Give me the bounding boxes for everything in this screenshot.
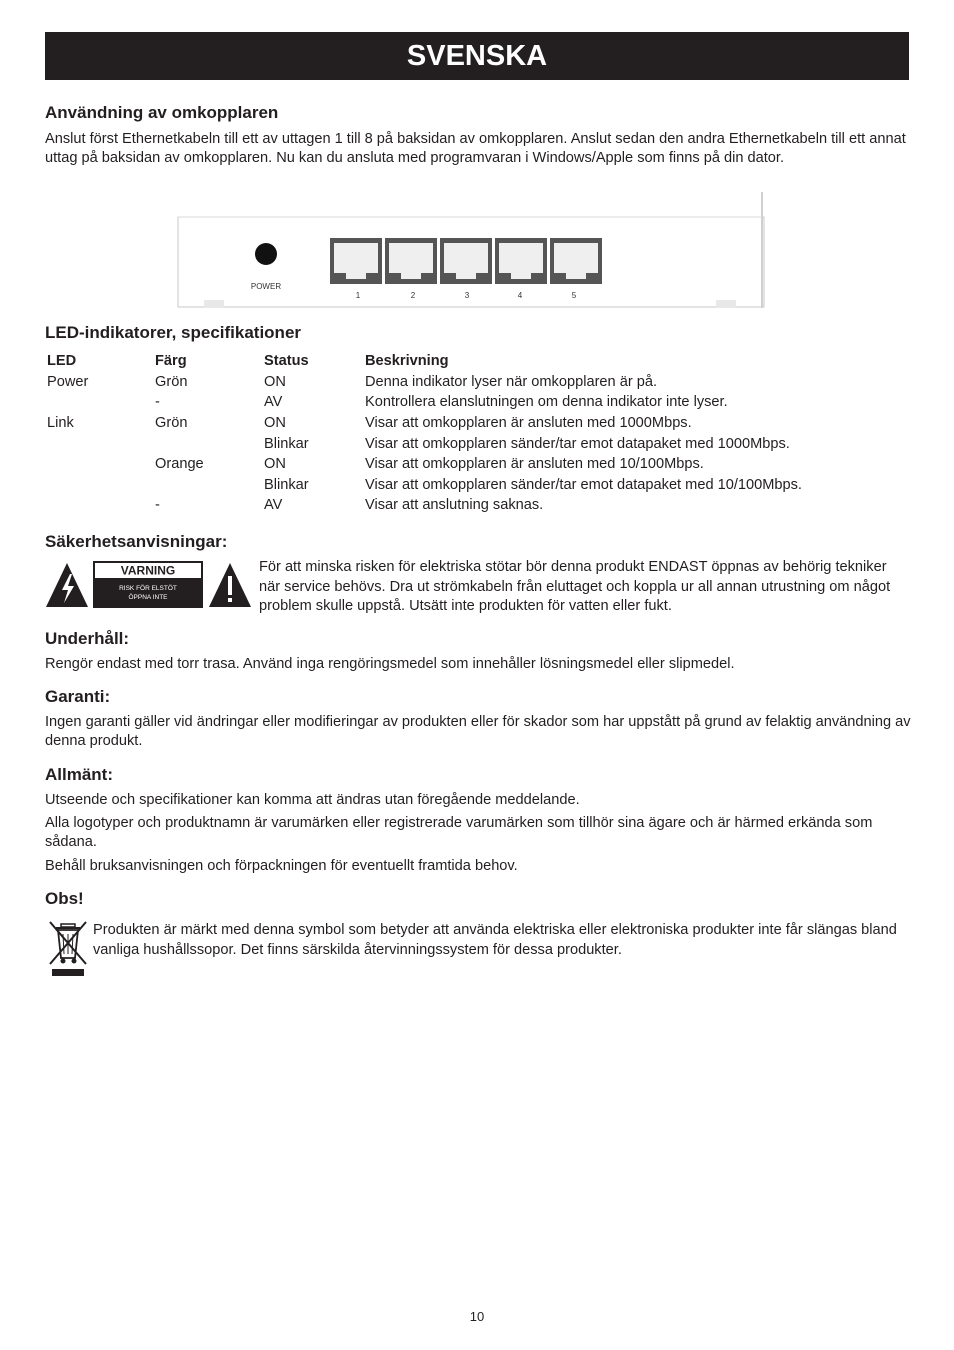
warranty-text: Ingen garanti gäller vid ändringar eller modifieringar av produkten eller för skador som har uppstått på grund av felaktig användning av denna produkt.	[45, 714, 911, 749]
column-header: Status	[264, 353, 309, 370]
safety-heading: Säkerhetsanvisningar:	[45, 532, 228, 551]
svg-text:VARNING: VARNING	[120, 563, 176, 578]
page-banner: SVENSKA	[45, 32, 909, 80]
power-button-icon	[255, 243, 277, 265]
table-row	[47, 433, 865, 454]
table-cell: Kontrollera elanslutningen om denna indikator inte lyser.	[365, 394, 728, 411]
ethernet-port-5	[550, 238, 602, 284]
table-cell: Denna indikator lyser när omkopplaren är på.	[365, 373, 658, 390]
general-text-3: Behåll bruksanvisningen och förpackningen för eventuellt framtida behov.	[45, 858, 518, 874]
ethernet-port-2	[385, 238, 437, 284]
general-text-2: Alla logotyper och produktnamn är varumärken eller registrerade varumärken som tillhör sina ägare och är härmed erkända som sådana.	[45, 815, 873, 850]
general-heading: Allmänt:	[45, 765, 113, 784]
switch-rear-panel-illustration	[176, 190, 766, 310]
ethernet-port-3	[440, 238, 492, 284]
table-cell: Visar att omkopplaren sänder/tar emot datapaket med 10/100Mbps.	[365, 476, 802, 493]
varning-label-icon	[93, 561, 203, 608]
table-cell: Visar att omkopplaren är ansluten med 1000Mbps.	[365, 415, 692, 432]
table-cell: Visar att omkopplaren sänder/tar emot datapaket med 1000Mbps.	[365, 435, 790, 452]
led-spec-table	[47, 351, 865, 516]
usage-heading: Användning av omkopplaren	[45, 103, 279, 122]
table-cell	[47, 475, 155, 496]
power-label: POWER	[250, 282, 282, 291]
table-cell: Orange	[155, 456, 204, 473]
obs-text: Produkten är märkt med denna symbol som betyder att använda elektriska eller elektroniska produkter inte får slängas bland vanliga hushållssopor. Det finns särskilda återvinningssystem för dessa produkter.	[93, 922, 897, 958]
port-number: 5	[571, 291, 577, 300]
table-cell: Blinkar	[264, 476, 309, 493]
table-cell: Link	[47, 415, 74, 432]
table-cell: ON	[264, 415, 286, 432]
table-cell: Grön	[155, 373, 188, 390]
table-cell	[47, 392, 155, 413]
warranty-heading: Garanti:	[45, 687, 111, 706]
table-cell: -	[155, 497, 160, 514]
weee-crossed-bin-icon	[48, 918, 88, 978]
table-cell: -	[155, 394, 160, 411]
table-row	[47, 475, 865, 496]
table-cell: Blinkar	[264, 435, 309, 452]
port-number: 1	[355, 291, 361, 300]
port-number: 3	[464, 291, 470, 300]
table-row	[47, 454, 865, 475]
general-text-1: Utseende och specifikationer kan komma att ändras utan föregående meddelande.	[45, 792, 580, 808]
ethernet-port-1	[330, 238, 382, 284]
table-cell: ON	[264, 373, 286, 390]
table-cell: Visar att omkopplaren är ansluten med 10/100Mbps.	[365, 456, 704, 473]
table-cell: Power	[47, 373, 89, 390]
table-cell: Grön	[155, 415, 188, 432]
column-header: LED	[47, 353, 77, 370]
table-cell: Visar att anslutning saknas.	[365, 497, 544, 514]
led-heading: LED-indikatorer, specifikationer	[45, 323, 302, 342]
table-row	[47, 495, 865, 516]
lightning-warning-icon	[46, 563, 88, 607]
table-row	[47, 372, 865, 393]
table-cell: AV	[264, 394, 283, 411]
svg-text:ÖPPNA INTE: ÖPPNA INTE	[128, 594, 168, 601]
table-row	[47, 413, 865, 434]
table-cell	[155, 475, 264, 496]
table-cell	[47, 454, 155, 475]
table-cell: ON	[264, 456, 286, 473]
exclamation-warning-icon	[209, 563, 251, 607]
table-cell: AV	[264, 497, 283, 514]
ethernet-port-4	[495, 238, 547, 284]
column-header: Färg	[155, 353, 187, 370]
table-cell	[47, 433, 155, 454]
table-header-row	[47, 351, 865, 372]
table-cell	[155, 433, 264, 454]
usage-text: Anslut först Ethernetkabeln till ett av uttagen 1 till 8 på baksidan av omkopplaren. Anslut sedan den andra Ethernetkabeln till ett annat uttag på baksidan av omkopplaren. Nu kan du ansluta med programvaran i Windows/Apple som finns på din dator.	[45, 131, 906, 166]
port-number: 2	[410, 291, 416, 300]
obs-heading: Obs!	[45, 889, 84, 908]
maintenance-text: Rengör endast med torr trasa. Använd inga rengöringsmedel som innehåller lösningsmedel eller slipmedel.	[45, 656, 735, 672]
port-number: 4	[517, 291, 523, 300]
table-cell	[47, 495, 155, 516]
warning-symbols	[45, 561, 253, 609]
page-number: 10	[469, 1309, 485, 1324]
svg-text:RISK FÖR ELSTÖT: RISK FÖR ELSTÖT	[119, 585, 177, 592]
column-header: Beskrivning	[365, 353, 449, 370]
maintenance-heading: Underhåll:	[45, 629, 130, 648]
safety-text: För att minska risken för elektriska stötar bör denna produkt ENDAST öppnas av behörig tekniker när service behövs. Dra ut strömkabeln från eluttaget och koppla ur all annan utrustning om något problem skulle uppstå. Utsätt inte produkten för vatten eller fukt.	[259, 559, 891, 614]
table-row	[47, 392, 865, 413]
